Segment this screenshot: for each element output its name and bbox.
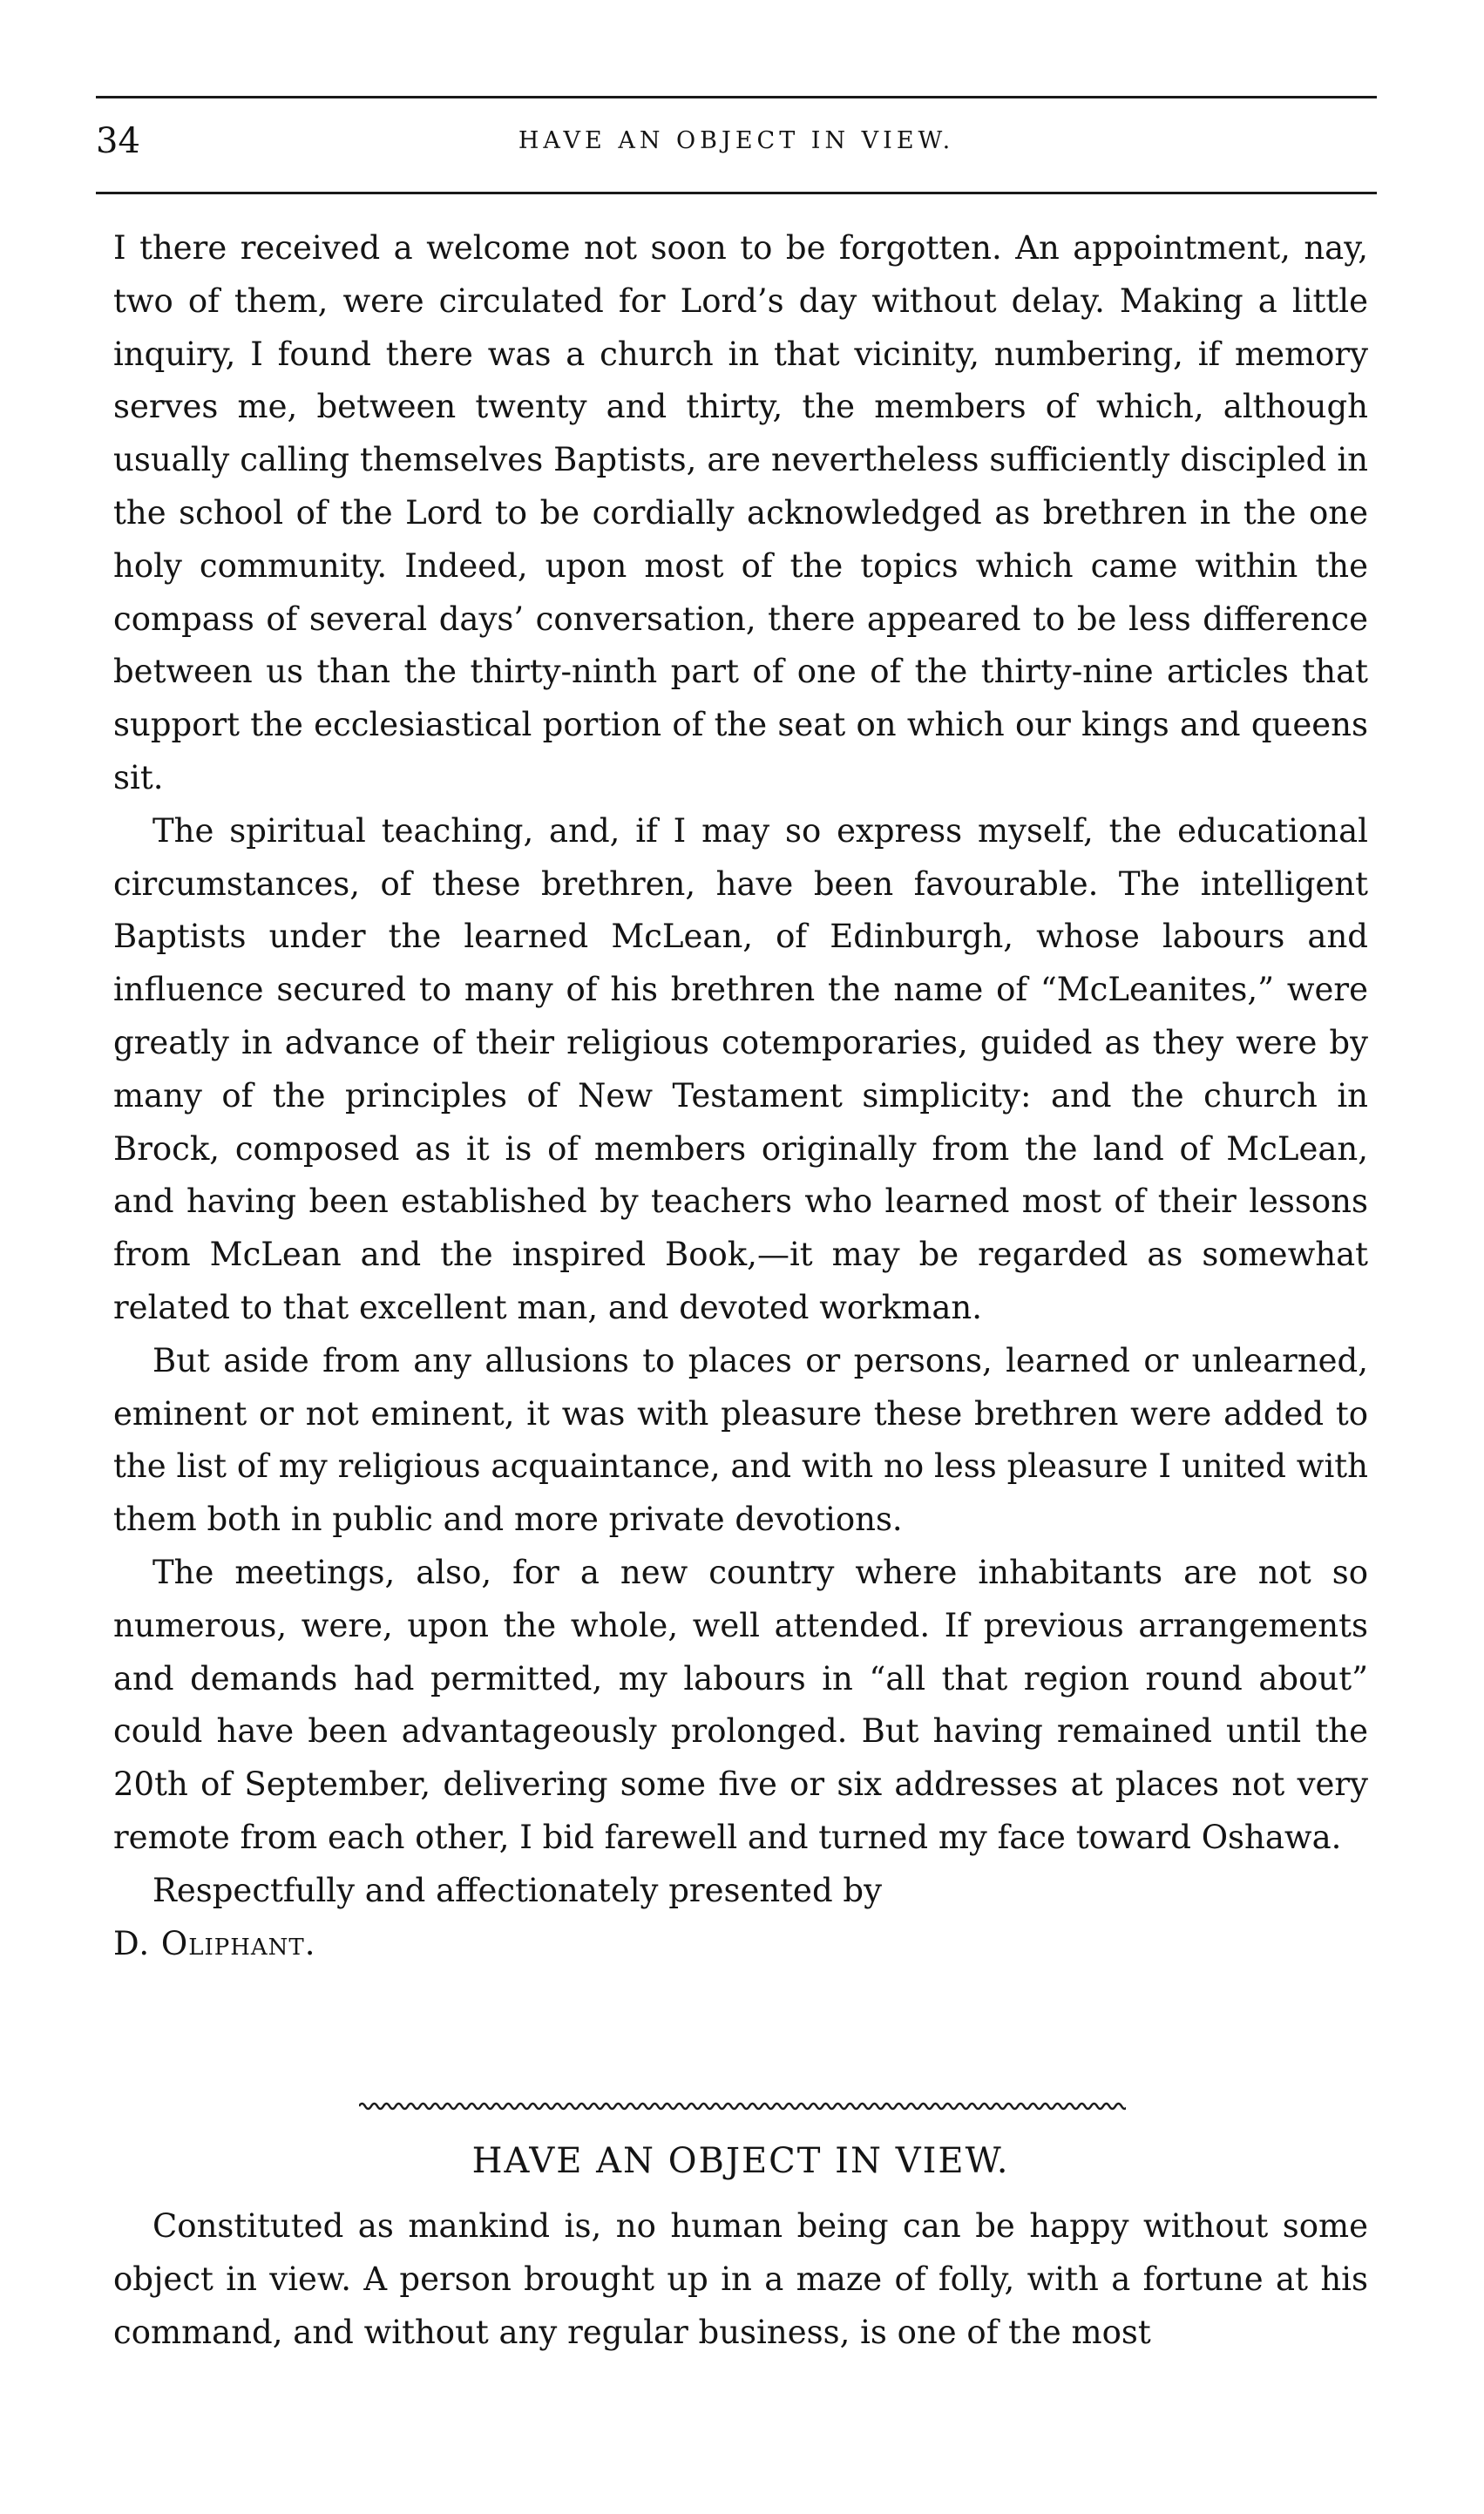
letter-paragraph-1: I there received a welcome not soon to be forgotten. An appointment, nay, two of them, were circulated for Lord’s day without delay. Making a little inquiry, I found there was a church in that vicinity, numbering, if memory serves me, between twenty and thirty, the members of which, although usually calling themselves Baptists, are nevertheless sufficiently discipled in the school of the Lord to be cordially acknowledged as brethren in the one holy community. Indeed, upon most of the topics which came within the compass of several days’ conversation, there appeared to be less difference between us than the thirty-ninth part of one of the thirty-nine articles that support the ecclesiastical portion of the seat on which our kings and queens sit. [113, 229, 1368, 796]
section-body [113, 2200, 1368, 2359]
letter-closing: Respectfully and affectionately presented by [152, 1871, 882, 1909]
section-paragraph-1: Constituted as mankind is, no human being can be happy without some object in view. A person brought up in a maze of folly, with a fortune at his command, and without any regular business, is one of the most [113, 2207, 1368, 2351]
header-bottom-rule [96, 192, 1377, 194]
letter-paragraph-4: The meetings, also, for a new country where inhabitants are not so numerous, were, upon the whole, well attended. If previous arrangements and demands had permitted, my labours in “all that region round about” could have been advantageously prolonged. But having remained until the 20th of September, delivering some five or six addresses at places not very remote from each other, I bid farewell and turned my face toward Oshawa. [113, 1553, 1368, 1856]
running-head: HAVE AN OBJECT IN VIEW. [518, 127, 955, 154]
section-title: HAVE AN OBJECT IN VIEW. [471, 2141, 1010, 2181]
wavy-divider [359, 2100, 1126, 2112]
page-number: 34 [96, 121, 140, 161]
header-top-rule [96, 96, 1377, 98]
letter-paragraph-3: But aside from any allusions to places or persons, learned or unlearned, eminent or not eminent, it was with pleasure these brethren were added to the list of my religious acquaintance, and with no less pleasure I united with them both in public and more private devotions. [113, 1341, 1368, 1539]
letter-signature: D. Oliphant. [113, 1924, 316, 1962]
page-header [96, 115, 1377, 167]
letter-body [113, 222, 1368, 1970]
letter-paragraph-2: The spiritual teaching, and, if I may so express myself, the educational circumstances, of these brethren, have been favourable. The intelligent Baptists under the learned McLean, of Edinburgh, whose labours and influence secured to many of his brethren the name of “McLeanites,” were greatly in advance of their religious cotemporaries, guided as they were by many of the principles of New Testament simplicity: and the church in Brock, composed as it is of members originally from the land of McLean, and having been established by teachers who learned most of their lessons from McLean and the inspired Book,—it may be regarded as somewhat related to that excellent man, and devoted workman. [113, 811, 1368, 1326]
